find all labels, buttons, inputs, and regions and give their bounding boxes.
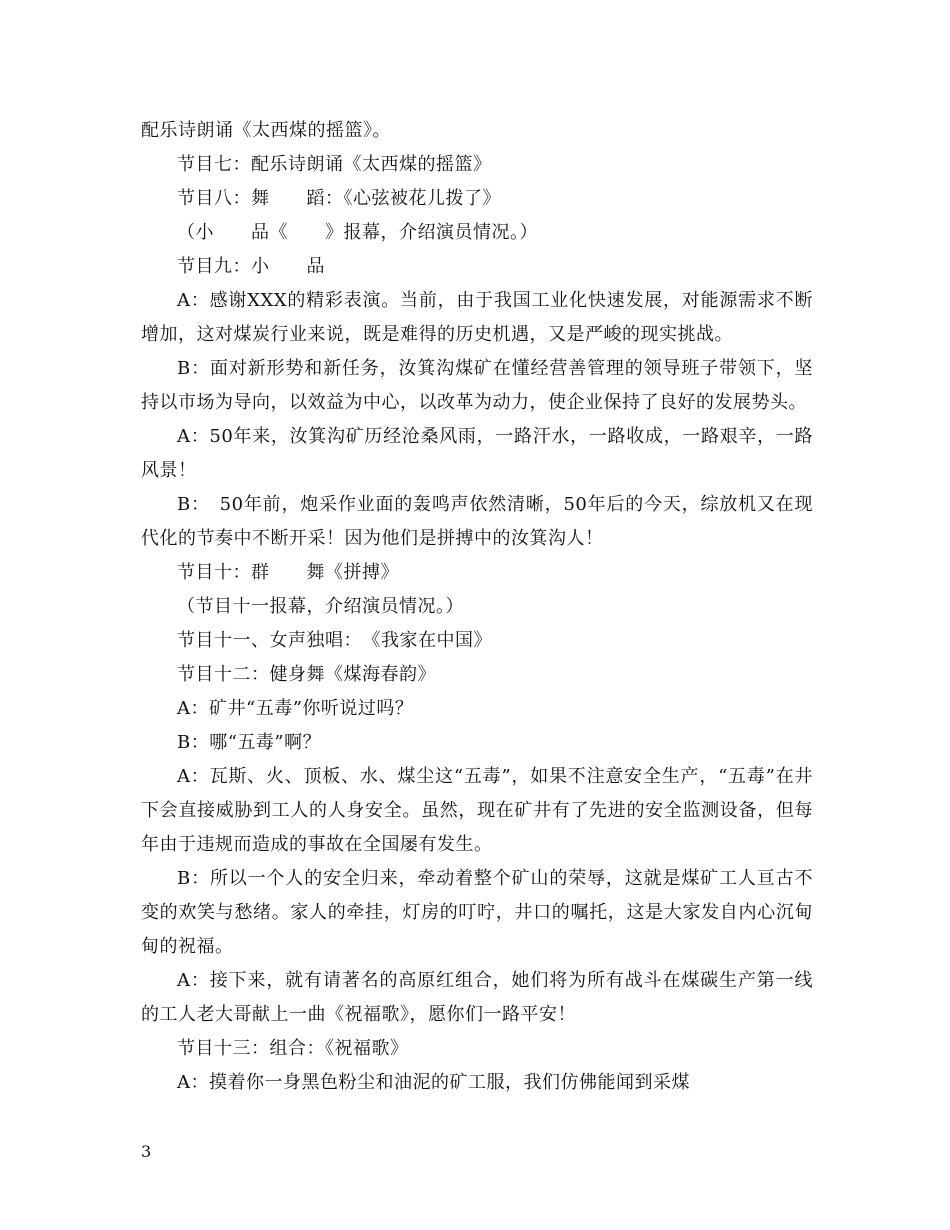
paragraph: A：摸着你一身黑色粉尘和油泥的矿工服，我们仿佛能闻到采煤 <box>177 1072 690 1093</box>
paragraph: 节目十三：组合：《祝福歌》 <box>177 1038 409 1059</box>
paragraph: 节目八：舞 蹈：《心弦被花儿拨了》 <box>177 188 501 209</box>
paragraph: 配乐诗朗诵《太西煤的摇篮》。 <box>141 120 391 141</box>
paragraph: B：所以一个人的安全归来，牵动着整个矿山的荣辱，这就是煤矿工人亘古不变的欢笑与愁绪。家人的牵挂，灯房的叮咛，井口的嘱托，这是大家发自内心沉甸甸的祝福。 <box>141 868 813 957</box>
paragraph: 节目十：群 舞《拼搏》 <box>177 562 399 583</box>
paragraph: A：50年来，汝箕沟矿历经沧桑风雨，一路汗水，一路收成，一路艰辛，一路风景！ <box>141 426 813 481</box>
paragraph: B：哪“五毒”啊？ <box>177 732 322 753</box>
paragraph: A：感谢XXX的精彩表演。当前，由于我国工业化快速发展，对能源需求不断增加，这对煤炭行业来说，既是难得的历史机遇，又是严峻的现实挑战。 <box>141 290 813 345</box>
paragraph: 节目九：小 品 <box>177 256 325 277</box>
paragraph: A：接下来，就有请著名的高原红组合，她们将为所有战斗在煤碳生产第一线的工人老大哥献上一曲《祝福歌》，愿你们一路平安！ <box>141 970 813 1025</box>
paragraph: （小 品《 》报幕，介绍演员情况。） <box>177 222 538 243</box>
document-body <box>141 114 813 1100</box>
paragraph: B： 50年前，炮采作业面的轰鸣声依然清晰，50年后的今天，综放机又在现代化的节奏中不断开采！因为他们是拼搏中的汝箕沟人！ <box>141 494 813 549</box>
page-number: 3 <box>141 1142 152 1161</box>
paragraph: 节目十二：健身舞《煤海春韵》 <box>177 664 436 685</box>
paragraph: （节目十一报幕，介绍演员情况。） <box>177 596 464 617</box>
paragraph: 节目十一、女声独唱： 《我家在中国》 <box>177 630 492 651</box>
paragraph: A：矿井“五毒”你听说过吗？ <box>177 698 414 719</box>
paragraph: B：面对新形势和新任务，汝箕沟煤矿在懂经营善管理的领导班子带领下，坚持以市场为导向，以效益为中心，以改革为动力，使企业保持了良好的发展势头。 <box>141 358 813 413</box>
paragraph: 节目七：配乐诗朗诵《太西煤的摇篮》 <box>177 154 492 175</box>
paragraph: A：瓦斯、火、顶板、水、煤尘这“五毒”，如果不注意安全生产，“五毒”在井下会直接威胁到工人的人身安全。虽然，现在矿井有了先进的安全监测设备，但每年由于违规而造成的事故在全国屡有发生。 <box>141 766 813 855</box>
